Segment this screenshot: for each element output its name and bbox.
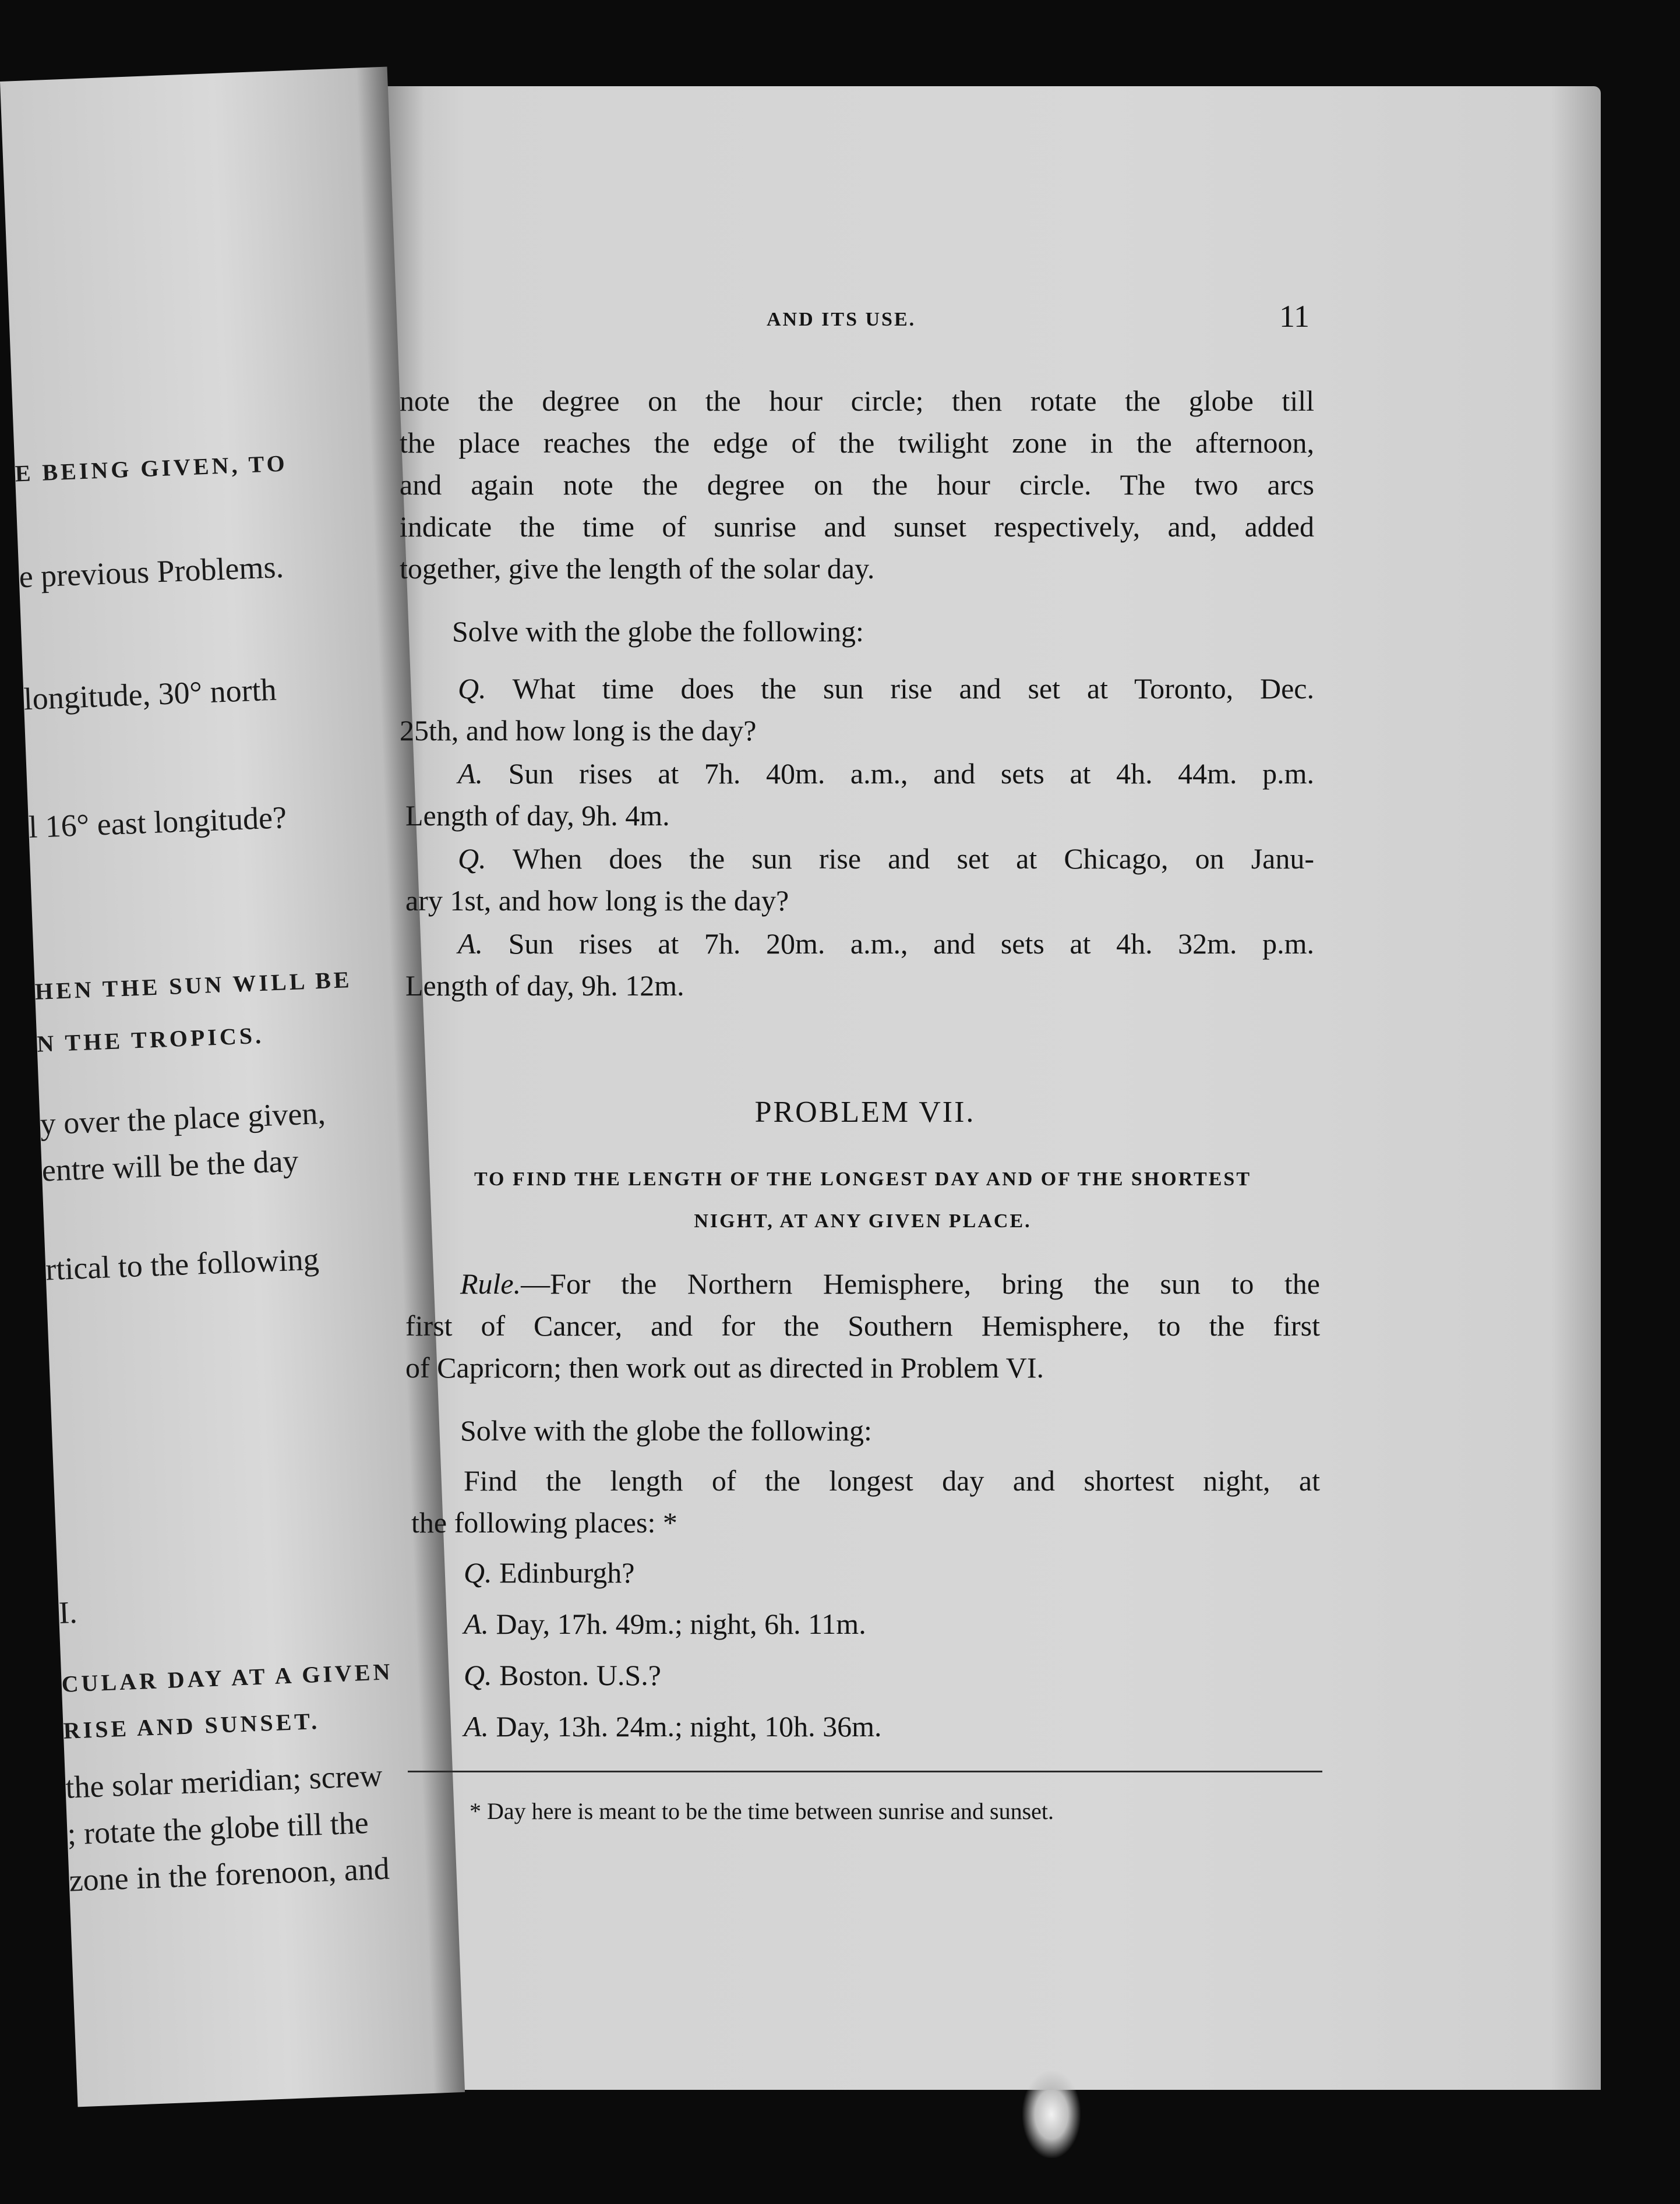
left-page-line: N THE TROPICS. — [36, 1022, 264, 1057]
body-line: the place reaches the edge of the twilight zone in the afternoon, — [400, 426, 1314, 459]
solve-instruction: Solve with the globe the following: — [460, 1414, 872, 1447]
problem-heading: NIGHT, AT ANY GIVEN PLACE. — [694, 1210, 1032, 1232]
a-text: Day, 13h. 24m.; night, 10h. 36m. — [496, 1710, 882, 1743]
left-page-line: ; rotate the globe till the — [66, 1804, 369, 1852]
left-page-line: y over the place given, — [39, 1095, 326, 1142]
solve-instruction: Solve with the globe the following: — [452, 615, 864, 648]
answer-line — [458, 926, 1314, 961]
body-line: indicate the time of sunrise and sunset respectively, and, added — [400, 510, 1314, 543]
rule-label: Rule. — [460, 1267, 521, 1300]
body-line: the following places: * — [411, 1506, 677, 1539]
left-page-line: longitude, 30° north — [23, 672, 277, 717]
answer-line: Length of day, 9h. 4m. — [405, 799, 670, 832]
q-label: Q. — [464, 1556, 492, 1589]
question-line — [464, 1555, 634, 1590]
footnote: * Day here is meant to be the time between sunrise and sunset. — [470, 1798, 1054, 1824]
rule-text: —For the Northern Hemisphere, bring the sun to the — [521, 1267, 1320, 1300]
a-text: Day, 17h. 49m.; night, 6h. 11m. — [496, 1608, 866, 1640]
question-line — [464, 1658, 661, 1693]
footnote-rule — [408, 1771, 1322, 1772]
a-label: A. — [458, 757, 483, 790]
q-text: Boston. U.S.? — [499, 1659, 661, 1691]
question-line: ary 1st, and how long is the day? — [405, 884, 789, 917]
question-line: 25th, and how long is the day? — [400, 714, 757, 747]
answer-line: Length of day, 9h. 12m. — [405, 969, 684, 1002]
a-text: Sun rises at 7h. 40m. a.m., and sets at 4h. 44m. p.m. — [508, 757, 1315, 790]
running-head: AND ITS USE. — [767, 309, 916, 330]
q-label: Q. — [464, 1659, 492, 1691]
body-line: note the degree on the hour circle; then rotate the globe till — [400, 384, 1314, 417]
body-line: Find the length of the longest day and shortest night, at — [464, 1464, 1320, 1497]
q-text: When does the sun rise and set at Chicago, on Janu- — [512, 842, 1314, 875]
left-page-line: rtical to the following — [45, 1241, 320, 1287]
a-text: Sun rises at 7h. 20m. a.m., and sets at 4h. 32m. p.m. — [508, 927, 1315, 960]
page-number: 11 — [1279, 299, 1310, 334]
q-text: What time does the sun rise and set at Toronto, Dec. — [512, 672, 1314, 705]
left-page-line: RISE AND SUNSET. — [62, 1708, 320, 1744]
q-label: Q. — [458, 672, 486, 705]
rule-line: of Capricorn; then work out as directed in Problem VI. — [405, 1351, 1044, 1384]
a-label: A. — [458, 927, 483, 960]
left-page-line: entre will be the day — [41, 1143, 299, 1188]
left-page-line: the solar meridian; screw — [65, 1757, 383, 1805]
q-label: Q. — [458, 842, 486, 875]
a-label: A. — [464, 1710, 489, 1743]
left-page-line: CULAR DAY AT A GIVEN — [61, 1658, 394, 1697]
answer-line — [458, 756, 1314, 791]
light-glare — [1022, 2071, 1081, 2158]
q-text: Edinburgh? — [499, 1556, 635, 1589]
a-label: A. — [464, 1608, 489, 1640]
rule-line: first of Cancer, and for the Southern Hemisphere, to the first — [405, 1309, 1320, 1342]
body-line: together, give the length of the solar day. — [400, 552, 875, 585]
problem-title: PROBLEM VII. — [754, 1096, 976, 1129]
rule-line — [460, 1266, 1320, 1301]
left-page-line: zone in the forenoon, and — [68, 1850, 390, 1898]
question-line — [458, 671, 1314, 706]
left-page-line: e previous Problems. — [18, 549, 284, 595]
answer-line — [464, 1709, 882, 1744]
left-page-line: l 16° east longitude? — [28, 800, 287, 845]
problem-heading: TO FIND THE LENGTH OF THE LONGEST DAY AND OF THE SHORTEST — [474, 1168, 1251, 1190]
left-page-line: E BEING GIVEN, TO — [14, 450, 288, 487]
left-page-line: HEN THE SUN WILL BE — [34, 966, 353, 1005]
answer-line — [464, 1606, 866, 1641]
question-line — [458, 841, 1314, 876]
body-line: and again note the degree on the hour circle. The two arcs — [400, 468, 1314, 501]
left-page-line: I. — [58, 1594, 78, 1631]
